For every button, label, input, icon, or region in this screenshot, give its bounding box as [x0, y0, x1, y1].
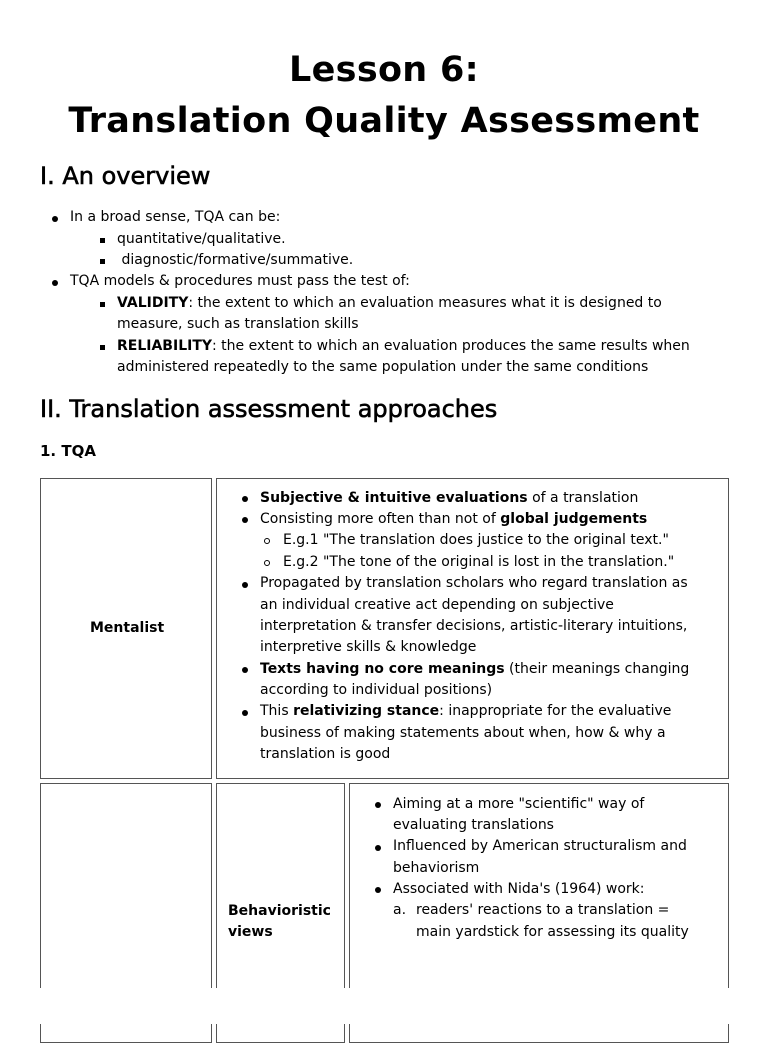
mentalist-b2-text: Consisting more often than not of — [260, 511, 501, 527]
bullet-icon — [242, 496, 248, 502]
mentalist-b5-bold: relativizing stance — [293, 703, 440, 719]
reliability-item — [117, 336, 690, 357]
mentalist-b5-rest: : inappropriate for the evaluative — [439, 703, 672, 719]
mentalist-b4-l2: according to individual positions) — [260, 682, 493, 698]
page-title-line2: Translation Quality Assessment — [68, 101, 700, 141]
square-bullet-icon — [100, 238, 105, 243]
behavioristic-label-l1: Behavioristic — [228, 903, 331, 919]
behav-b2-l2: behaviorism — [393, 860, 480, 876]
behav-b1-l1: Aiming at a more "scientific" way of — [393, 796, 645, 812]
mentalist-b3-l2: an individual creative act depending on subjective — [260, 597, 614, 613]
bullet-icon — [242, 517, 248, 523]
reliability-definition: : the extent to which an evaluation produces the same results when — [212, 338, 690, 354]
reliability-term: RELIABILITY — [117, 338, 213, 354]
bullet-icon — [52, 280, 58, 286]
mentalist-b5-text: This — [260, 703, 294, 719]
overview-subitem: quantitative/qualitative. — [117, 231, 286, 247]
behav-a-marker: a. — [393, 902, 407, 918]
bullet-icon — [242, 710, 248, 716]
circle-bullet-icon — [264, 560, 270, 566]
mentalist-b4-rest: (their meanings changing — [504, 661, 690, 677]
square-bullet-icon — [100, 302, 105, 307]
section-heading-approaches: II. Translation assessment approaches — [40, 395, 498, 423]
mentalist-b4 — [260, 659, 689, 680]
mentalist-b5 — [260, 701, 671, 722]
behav-b2-l1: Influenced by American structuralism and — [393, 838, 687, 854]
validity-definition-cont: measure, such as translation skills — [117, 316, 359, 332]
page-title-line1: Lesson 6: — [289, 50, 479, 90]
behavioristic-label-l2: views — [228, 924, 273, 940]
bullet-icon — [242, 667, 248, 673]
validity-definition: : the extent to which an evaluation measures what it is designed to — [188, 295, 662, 311]
bullet-icon — [375, 887, 381, 893]
mentalist-b2-sub2: E.g.2 "The tone of the original is lost in the translation." — [283, 554, 675, 570]
behav-b1-l2: evaluating translations — [393, 817, 554, 833]
mentalist-b3-l3: interpretation & transfer decisions, artistic-literary intuitions, — [260, 618, 688, 634]
reliability-definition-cont: administered repeatedly to the same population under the same conditions — [117, 359, 649, 375]
validity-item — [117, 293, 662, 314]
mentalist-b3-l1: Propagated by translation scholars who regard translation as — [260, 575, 688, 591]
mentalist-b2-sub1: E.g.1 "The translation does justice to the original text." — [283, 532, 669, 548]
bullet-icon — [52, 216, 58, 222]
square-bullet-icon — [100, 345, 105, 350]
subheading-tqa: 1. TQA — [40, 442, 96, 460]
overview-subitem: diagnostic/formative/summative. — [117, 252, 354, 268]
bullet-icon — [375, 845, 381, 851]
mentalist-b1-rest: of a translation — [527, 490, 639, 506]
mentalist-b5-l2: business of making statements about when, how & why a — [260, 725, 666, 741]
mentalist-label: Mentalist — [90, 620, 165, 636]
overview-item-2: TQA models & procedures must pass the test of: — [70, 273, 410, 289]
behav-a-l2: main yardstick for assessing its quality — [416, 924, 689, 940]
mentalist-b4-bold: Texts having no core meanings — [260, 661, 505, 677]
mentalist-b1 — [260, 488, 638, 509]
bullet-icon — [242, 582, 248, 588]
mentalist-label-cell — [40, 478, 212, 779]
behav-b3-l1: Associated with Nida's (1964) work: — [393, 881, 645, 897]
mentalist-b3-l4: interpretive skills & knowledge — [260, 639, 477, 655]
mentalist-b2 — [260, 509, 647, 530]
square-bullet-icon — [100, 259, 105, 264]
bullet-icon — [375, 802, 381, 808]
page-bottom-margin — [0, 988, 768, 1024]
validity-term: VALIDITY — [117, 295, 189, 311]
section-heading-overview: I. An overview — [40, 162, 211, 190]
mentalist-b5-l3: translation is good — [260, 746, 391, 762]
circle-bullet-icon — [264, 538, 270, 544]
mentalist-b2-bold: global judgements — [500, 511, 648, 527]
behav-a-l1: readers' reactions to a translation = — [416, 902, 670, 918]
mentalist-b1-bold: Subjective & intuitive evaluations — [260, 490, 528, 506]
overview-item-1: In a broad sense, TQA can be: — [70, 209, 281, 225]
